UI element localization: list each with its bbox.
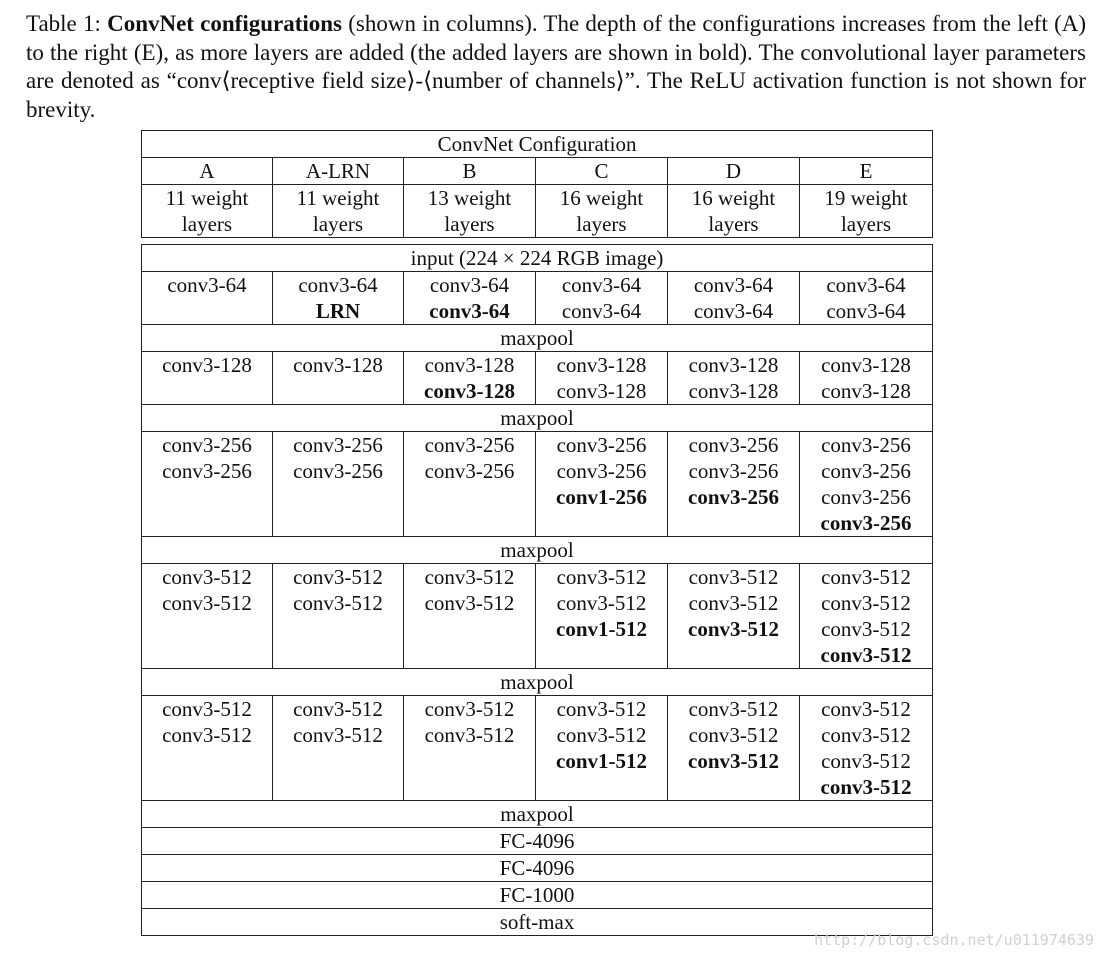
layer-cell (800, 564, 933, 669)
column-header: D (668, 158, 800, 185)
layer-cell (800, 272, 933, 325)
layer: conv3-512 (556, 591, 647, 615)
layer: conv3-256 (293, 459, 383, 483)
layer: conv3-512 (424, 697, 515, 721)
maxpool-row: maxpool (142, 325, 933, 352)
layer-block-row (142, 272, 933, 325)
layer-cell (404, 352, 536, 405)
tail-row: FC-4096 (142, 855, 933, 882)
layer: conv3-256 (293, 433, 383, 457)
added-layer: conv1-512 (556, 617, 647, 641)
depth-cell: 11 weight layers (142, 185, 273, 238)
caption-bold: ConvNet configurations (107, 11, 343, 36)
layer: conv3-512 (688, 697, 779, 721)
depth-cell: 19 weight layers (800, 185, 933, 238)
caption-line1-rest: (shown in columns). The depth of the configurations increases (348, 11, 926, 36)
table-gap (142, 238, 933, 245)
layer: conv3-512 (821, 565, 911, 589)
layer: conv3-128 (556, 379, 647, 403)
layer: conv3-512 (821, 697, 911, 721)
layer-cell (404, 564, 536, 669)
layer: conv3-64 (693, 273, 774, 297)
layer-cell (404, 272, 536, 325)
layer: conv3-64 (561, 299, 642, 323)
layer-block-row (142, 696, 933, 801)
layer: conv3-128 (688, 379, 779, 403)
layer-cell (273, 696, 404, 801)
layer-cell (536, 432, 668, 537)
tail-row: soft-max (142, 909, 933, 936)
added-layer: conv3-64 (429, 299, 510, 323)
layer-cell (800, 432, 933, 537)
maxpool-row: maxpool (142, 669, 933, 696)
layer-block-row (142, 352, 933, 405)
tail-row: FC-1000 (142, 882, 933, 909)
layer-cell (668, 352, 800, 405)
layer-cell (668, 272, 800, 325)
caption-rest: from the left (A) to the right (E), as more layers are added (the added layers are shown in bold). The convolutional layer parameters are denoted as “conv⟨receptive field size⟩-⟨number of channels⟩”. The ReLU activation function is not shown for brevity. (26, 11, 1086, 122)
layer: conv3-512 (293, 697, 383, 721)
layer: conv3-512 (162, 591, 252, 615)
layer: conv3-64 (826, 273, 906, 297)
layer: conv3-512 (556, 723, 647, 747)
layer: conv3-128 (293, 353, 383, 377)
layer: conv3-256 (424, 459, 515, 483)
layer: conv3-512 (293, 723, 383, 747)
layer: conv3-512 (293, 565, 383, 589)
layer: conv3-256 (162, 433, 252, 457)
layer-cell (800, 352, 933, 405)
layer: conv3-128 (688, 353, 779, 377)
layer-cell (668, 564, 800, 669)
layer-cell (536, 564, 668, 669)
layer-cell (273, 564, 404, 669)
layer: conv3-512 (424, 565, 515, 589)
layer: conv3-512 (821, 617, 911, 641)
layer: conv3-512 (821, 749, 911, 773)
layer-block-row (142, 564, 933, 669)
layer: conv3-512 (424, 723, 515, 747)
layer: conv3-512 (688, 723, 779, 747)
added-layer: conv3-128 (424, 379, 515, 403)
layer: conv3-64 (561, 273, 642, 297)
layer: conv3-512 (162, 723, 252, 747)
caption-lead: Table 1: (26, 11, 101, 36)
layer: conv3-512 (556, 565, 647, 589)
layer: conv3-512 (821, 591, 911, 615)
added-layer: conv3-256 (820, 511, 912, 535)
layer: conv3-128 (821, 353, 911, 377)
depth-cell: 16 weight layers (668, 185, 800, 238)
column-header: A-LRN (273, 158, 404, 185)
layer-cell (273, 272, 404, 325)
column-header: A (142, 158, 273, 185)
added-layer: conv3-512 (820, 775, 912, 799)
table-title: ConvNet Configuration (142, 131, 933, 158)
layer: conv3-512 (556, 697, 647, 721)
layer-cell (668, 696, 800, 801)
added-layer: conv1-256 (556, 485, 647, 509)
layer-cell (142, 696, 273, 801)
column-header: C (536, 158, 668, 185)
layer-cell (800, 696, 933, 801)
layer-cell (142, 432, 273, 537)
layer-cell (536, 272, 668, 325)
layer: conv3-256 (556, 433, 647, 457)
layer-cell (536, 352, 668, 405)
layer: conv3-256 (162, 459, 252, 483)
layer: conv3-256 (821, 459, 911, 483)
layer-block-row (142, 432, 933, 537)
depth-cell: 13 weight layers (404, 185, 536, 238)
layer: conv3-256 (556, 459, 647, 483)
column-header: E (800, 158, 933, 185)
layer: conv3-128 (162, 353, 252, 377)
input-row: input (224 × 224 RGB image) (142, 245, 933, 272)
layer: conv3-256 (688, 433, 779, 457)
maxpool-row: maxpool (142, 405, 933, 432)
layer: conv3-64 (826, 299, 906, 323)
layer: conv3-64 (167, 273, 247, 297)
layer-cell (273, 352, 404, 405)
layer: conv3-512 (821, 723, 911, 747)
layer: conv3-64 (429, 273, 510, 297)
added-layer: conv3-512 (688, 617, 779, 641)
layer: conv3-256 (821, 485, 911, 509)
layer-cell (142, 352, 273, 405)
layer: conv3-128 (556, 353, 647, 377)
convnet-configuration-table (141, 130, 933, 936)
layer: conv3-512 (688, 565, 779, 589)
layer: conv3-64 (298, 273, 378, 297)
layer: conv3-64 (693, 299, 774, 323)
layer-cell (273, 432, 404, 537)
layer: conv3-128 (424, 353, 515, 377)
added-layer: conv3-256 (688, 485, 779, 509)
depth-cell: 16 weight layers (536, 185, 668, 238)
layer: conv3-256 (424, 433, 515, 457)
layer: conv3-512 (162, 697, 252, 721)
added-layer: conv3-512 (688, 749, 779, 773)
column-header-row (142, 158, 933, 185)
maxpool-row: maxpool (142, 537, 933, 564)
layer: conv3-512 (424, 591, 515, 615)
layer-cell (404, 432, 536, 537)
added-layer: LRN (315, 299, 361, 323)
table-caption (26, 10, 1086, 124)
layer: conv3-512 (162, 565, 252, 589)
layer: conv3-256 (688, 459, 779, 483)
watermark: http://blog.csdn.net/u011974639 (814, 931, 1094, 949)
layer-cell (668, 432, 800, 537)
added-layer: conv3-512 (820, 643, 912, 667)
depth-row (142, 185, 933, 238)
layer-cell (404, 696, 536, 801)
tail-row: maxpool (142, 801, 933, 828)
layer: conv3-512 (293, 591, 383, 615)
layer-cell (536, 696, 668, 801)
layer: conv3-512 (688, 591, 779, 615)
depth-cell: 11 weight layers (273, 185, 404, 238)
added-layer: conv1-512 (556, 749, 647, 773)
layer-cell (142, 272, 273, 325)
tail-row: FC-4096 (142, 828, 933, 855)
layer: conv3-256 (821, 433, 911, 457)
layer: conv3-128 (821, 379, 911, 403)
layer-cell (142, 564, 273, 669)
column-header: B (404, 158, 536, 185)
